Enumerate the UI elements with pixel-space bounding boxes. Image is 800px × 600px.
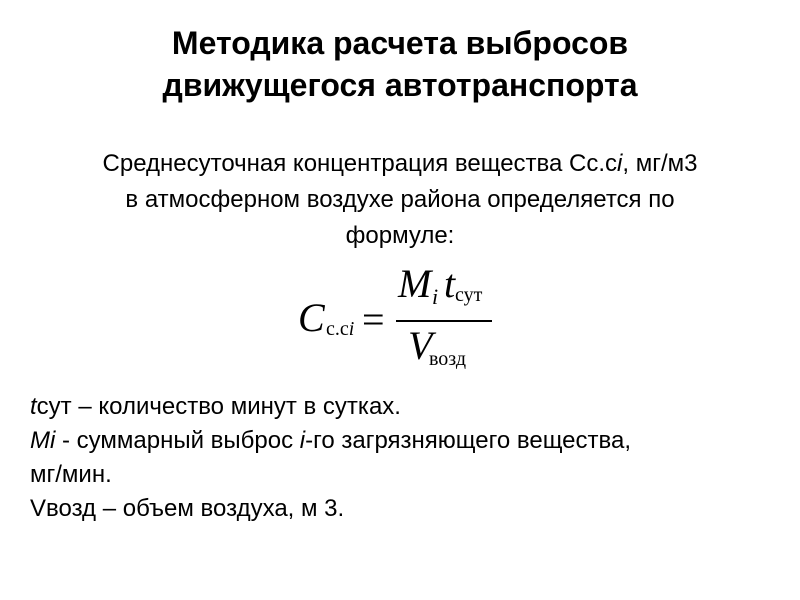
definitions-list	[30, 390, 780, 526]
slide-title	[0, 22, 800, 106]
definition-t-symbol: t	[30, 393, 37, 420]
definition-v: Vвозд – объем воздуха, м 3.	[30, 495, 345, 522]
formula-den-v: V	[408, 323, 433, 368]
title-line-2: движущегося автотранспорта	[162, 67, 638, 103]
formula-lhs-subscript	[326, 318, 354, 341]
formula-num-i: i	[432, 284, 439, 309]
intro-text-1: Среднесуточная концентрация вещества Сс.с	[102, 150, 618, 177]
intro-line-3: формуле:	[345, 222, 455, 249]
intro-line-2: в атмосферном воздухе района определяется по	[125, 186, 675, 213]
intro-text-2: , мг/м3	[622, 150, 698, 177]
formula-num-t-subscript: сут	[455, 284, 483, 306]
intro-paragraph	[20, 146, 780, 254]
formula-lhs-c: C	[298, 295, 325, 340]
definition-m-symbol: Mi	[30, 427, 56, 454]
concentration-formula	[298, 261, 518, 378]
formula-lhs-sub-text: с.с	[326, 318, 349, 340]
definition-m	[30, 424, 780, 458]
formula-equals: =	[362, 297, 385, 342]
title-line-1: Методика расчета выбросов	[171, 25, 629, 61]
definition-m-unit: мг/мин.	[30, 461, 112, 488]
formula-den-v-subscript: возд	[429, 348, 467, 370]
intro-italic-i: i	[617, 150, 623, 177]
definition-m-i: i	[299, 427, 306, 454]
intro-line-1	[20, 146, 780, 182]
formula-num-m: M	[398, 261, 432, 306]
formula-lhs-sub-i: i	[348, 318, 355, 340]
definition-t	[30, 390, 780, 424]
definition-t-text: сут – количество минут в сутках.	[36, 393, 401, 420]
formula-num-t: t	[444, 261, 456, 306]
definition-m-text-2: -го загрязняющего вещества,	[305, 427, 631, 454]
definition-m-text-1: - суммарный выброс	[55, 427, 300, 454]
